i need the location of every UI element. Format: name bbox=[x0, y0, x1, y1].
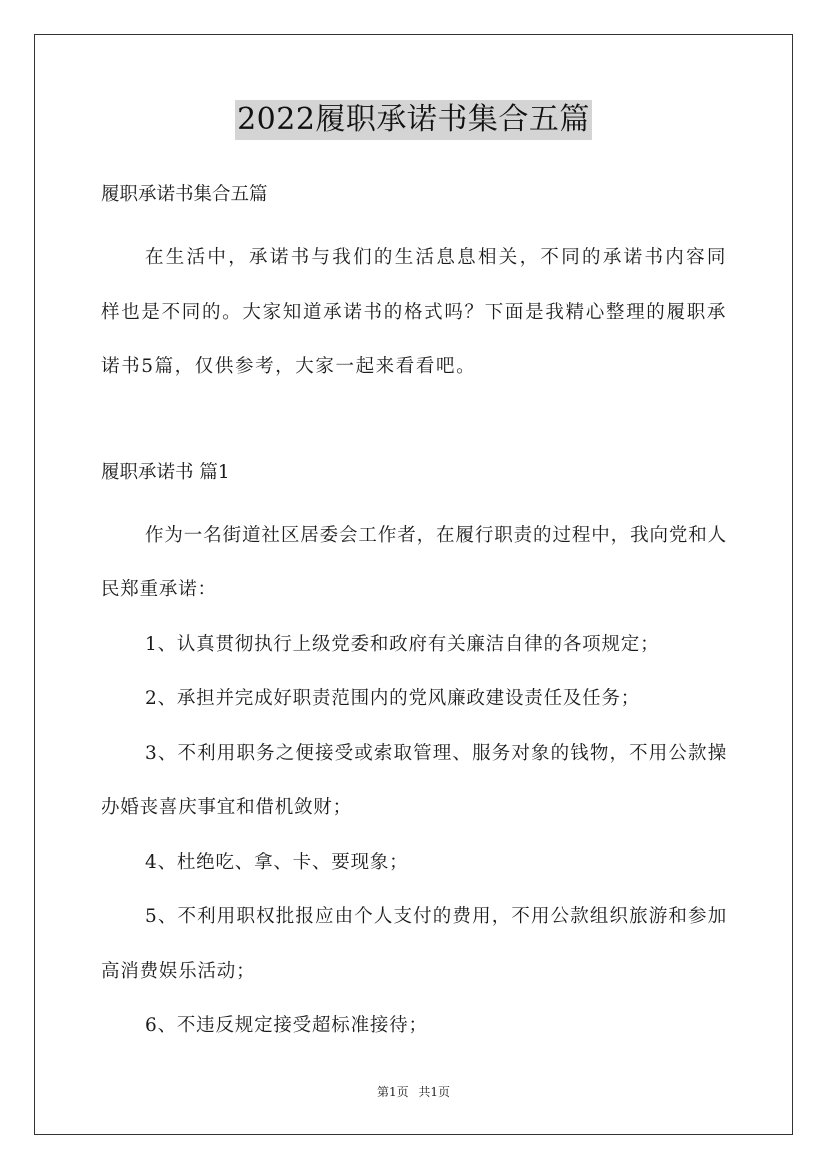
list-item: 1、认真贯彻执行上级党委和政府有关廉洁自律的各项规定； bbox=[145, 633, 660, 655]
page-footer bbox=[0, 1083, 827, 1100]
list-item: 3、不利用职务之便接受或索取管理、服务对象的钱物，不用公款操办婚丧喜庆事宜和借机敛财； bbox=[101, 742, 727, 818]
list-item: 2、承担并完成好职责范围内的党风廉政建设责任及任务； bbox=[145, 688, 641, 709]
document-subtitle: 履职承诺书集合五篇 bbox=[101, 184, 268, 205]
intro-paragraph: 在生活中，承诺书与我们的生活息息相关，不同的承诺书内容同样也是不同的。大家知道承诺书的格式吗？下面是我精心整理的履职承诺书5篇，仅供参考，大家一起来看看吧。 bbox=[101, 247, 727, 377]
document-body bbox=[101, 177, 727, 1054]
title-container bbox=[0, 100, 827, 140]
page-total: 共1页 bbox=[418, 1085, 451, 1099]
list-item: 4、杜绝吃、拿、卡、要现象； bbox=[145, 851, 409, 873]
section-heading: 履职承诺书 篇1 bbox=[101, 461, 230, 483]
section-intro-paragraph: 作为一名街道社区居委会工作者，在履行职责的过程中，我向党和人民郑重承诺： bbox=[101, 524, 727, 600]
page-number: 第1页 bbox=[376, 1085, 409, 1099]
document-title: 2022履职承诺书集合五篇 bbox=[235, 100, 592, 140]
list-item: 6、不违反规定接受超标准接待； bbox=[145, 1015, 428, 1036]
list-item: 5、不利用职权批报应由个人支付的费用，不用公款组织旅游和参加高消费娱乐活动； bbox=[101, 906, 727, 982]
